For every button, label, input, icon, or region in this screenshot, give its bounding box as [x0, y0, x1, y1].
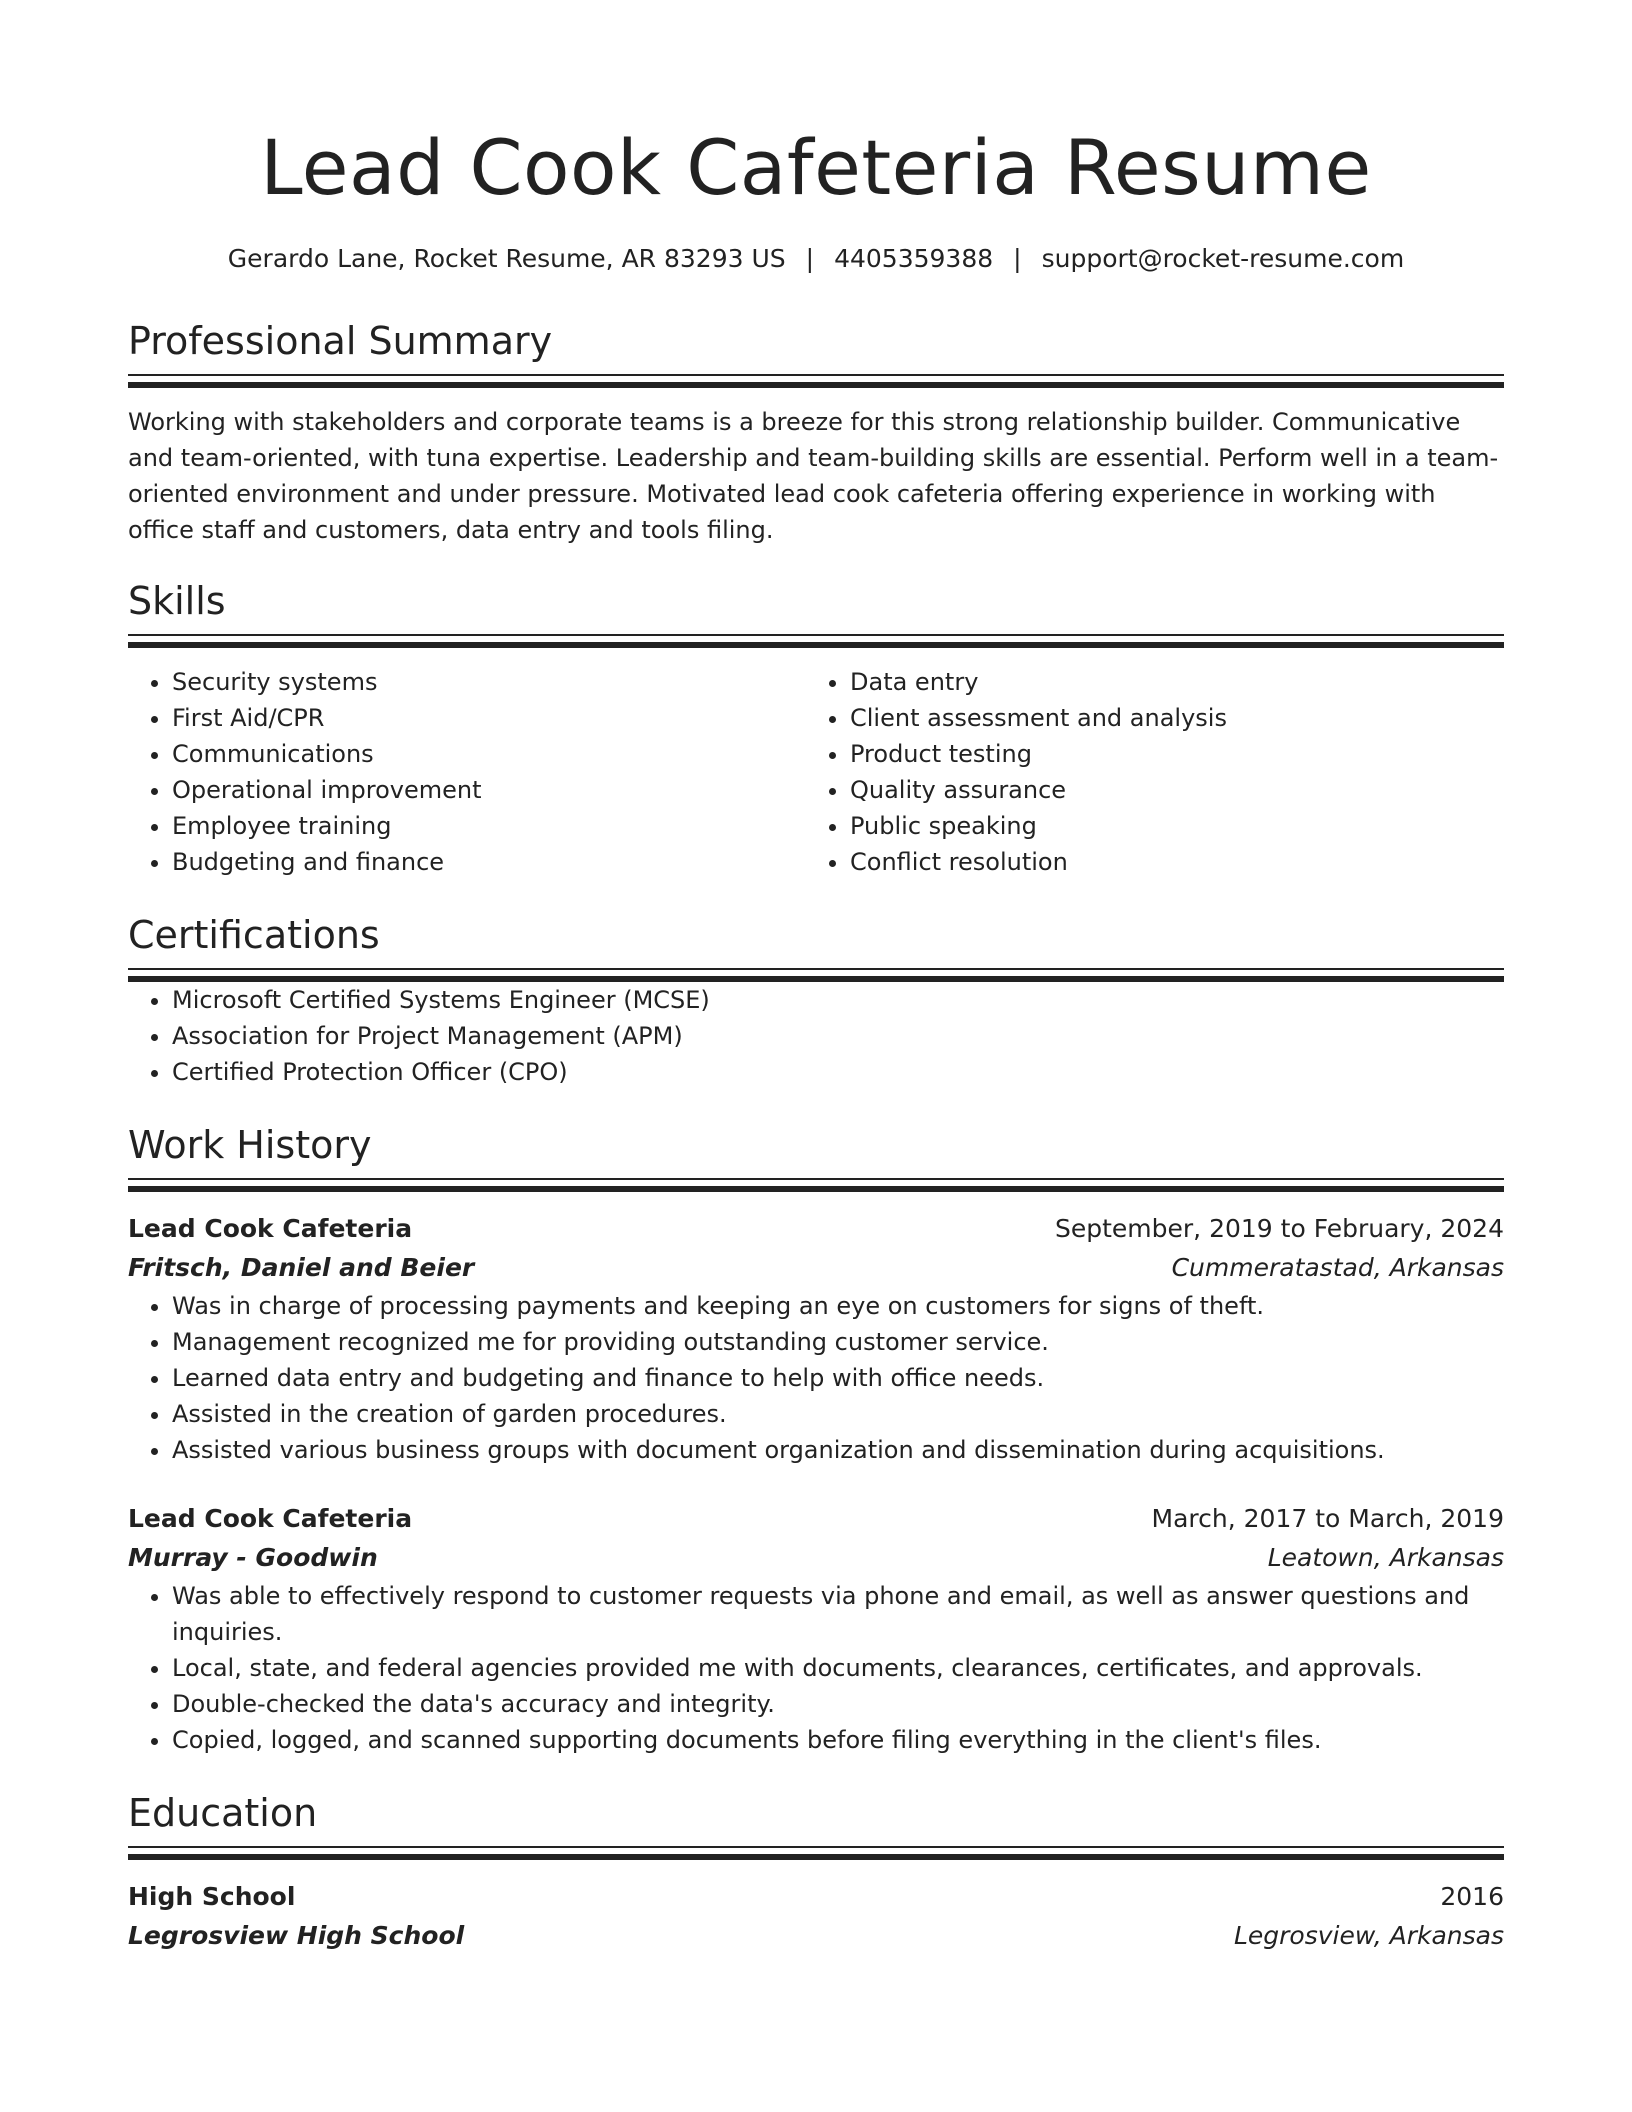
skill-item: • Employee training — [172, 808, 806, 844]
resume-page — [128, 0, 1504, 1956]
contact-address: Gerardo Lane, Rocket Resume, AR 83293 US — [227, 244, 786, 273]
contact-separator: | — [805, 244, 815, 273]
skills-column-left — [128, 664, 806, 880]
skill-item: • Client assessment and analysis — [850, 700, 1484, 736]
job-location: Leatown, Arkansas — [1267, 1543, 1504, 1572]
skill-item: • Public speaking — [850, 808, 1484, 844]
education-degree: High School — [128, 1882, 296, 1911]
section-heading-education: Education — [128, 1791, 318, 1835]
job-bullet: • Assisted various business groups with document organization and dissemination during acquisitions. — [172, 1432, 1504, 1468]
education-section — [128, 1788, 1504, 1956]
skills-column-right — [806, 664, 1484, 880]
section-heading-skills: Skills — [128, 579, 226, 623]
skill-item: • First Aid/CPR — [172, 700, 806, 736]
job-bullet: • Learned data entry and budgeting and finance to help with office needs. — [172, 1360, 1504, 1396]
education-year: 2016 — [1440, 1882, 1504, 1911]
job-dates: March, 2017 to March, 2019 — [1151, 1504, 1504, 1533]
summary-section — [128, 316, 1504, 548]
job-bullet: • Copied, logged, and scanned supporting documents before filing everything in the client's files. — [172, 1722, 1504, 1758]
skill-item: • Data entry — [850, 664, 1484, 700]
job-entry — [128, 1210, 1504, 1468]
certifications-section — [128, 910, 1504, 1090]
summary-text: Working with stakeholders and corporate teams is a breeze for this strong relationship builder. Communicative and team-oriented, with tuna expertise. Leadership and team-building skills are essential. Perform well in a team-oriented environment and under pressure. Motivated lead cook cafeteria offering experience in working with office staff and customers, data entry and tools filing. — [128, 408, 1499, 544]
skill-item: • Quality assurance — [850, 772, 1484, 808]
education-school: Legrosview High School — [128, 1921, 465, 1950]
job-bullets — [128, 1288, 1504, 1468]
certifications-list — [128, 982, 1504, 1090]
certification-item: • Association for Project Management (APM) — [172, 1018, 1504, 1054]
section-divider — [128, 968, 1504, 982]
skill-item: • Security systems — [172, 664, 806, 700]
job-bullet: • Was in charge of processing payments and keeping an eye on customers for signs of theft. — [172, 1288, 1504, 1324]
job-bullet: • Double-checked the data's accuracy and integrity. — [172, 1686, 1504, 1722]
section-heading-summary: Professional Summary — [128, 319, 553, 363]
job-bullet: • Management recognized me for providing outstanding customer service. — [172, 1324, 1504, 1360]
skills-grid — [128, 664, 1504, 880]
section-divider — [128, 374, 1504, 388]
job-bullet: • Assisted in the creation of garden procedures. — [172, 1396, 1504, 1432]
skill-item: • Conflict resolution — [850, 844, 1484, 880]
section-divider — [128, 634, 1504, 648]
contact-line — [128, 242, 1504, 276]
job-entry — [128, 1500, 1504, 1758]
work-history-section — [128, 1120, 1504, 1758]
certification-item: • Microsoft Certified Systems Engineer (MCSE) — [172, 982, 1504, 1018]
job-bullet: • Was able to effectively respond to customer requests via phone and email, as well as answer questions and inquiries. — [172, 1578, 1504, 1650]
job-company: Fritsch, Daniel and Beier — [128, 1253, 475, 1282]
job-bullet: • Local, state, and federal agencies provided me with documents, clearances, certificates, and approvals. — [172, 1650, 1504, 1686]
job-bullets — [128, 1578, 1504, 1758]
skill-item: • Budgeting and finance — [172, 844, 806, 880]
contact-separator: | — [1013, 244, 1022, 273]
section-divider — [128, 1846, 1504, 1860]
job-title: Lead Cook Cafeteria — [128, 1214, 413, 1243]
section-divider — [128, 1178, 1504, 1192]
job-location: Cummeratastad, Arkansas — [1171, 1253, 1504, 1282]
section-heading-work-history: Work History — [128, 1123, 372, 1167]
resume-title: Lead Cook Cafeteria Resume — [260, 123, 1372, 212]
skills-section — [128, 576, 1504, 880]
section-heading-certifications: Certifications — [128, 913, 380, 957]
job-company: Murray - Goodwin — [128, 1543, 378, 1572]
job-title: Lead Cook Cafeteria — [128, 1504, 413, 1533]
contact-email: support@rocket-resume.com — [1041, 244, 1405, 273]
certification-item: • Certified Protection Officer (CPO) — [172, 1054, 1504, 1090]
education-entry — [128, 1878, 1504, 1956]
job-dates: September, 2019 to February, 2024 — [1055, 1214, 1504, 1243]
skill-item: • Product testing — [850, 736, 1484, 772]
skill-item: • Operational improvement — [172, 772, 806, 808]
contact-phone: 4405359388 — [834, 244, 994, 273]
skill-item: • Communications — [172, 736, 806, 772]
education-location: Legrosview, Arkansas — [1233, 1921, 1504, 1950]
